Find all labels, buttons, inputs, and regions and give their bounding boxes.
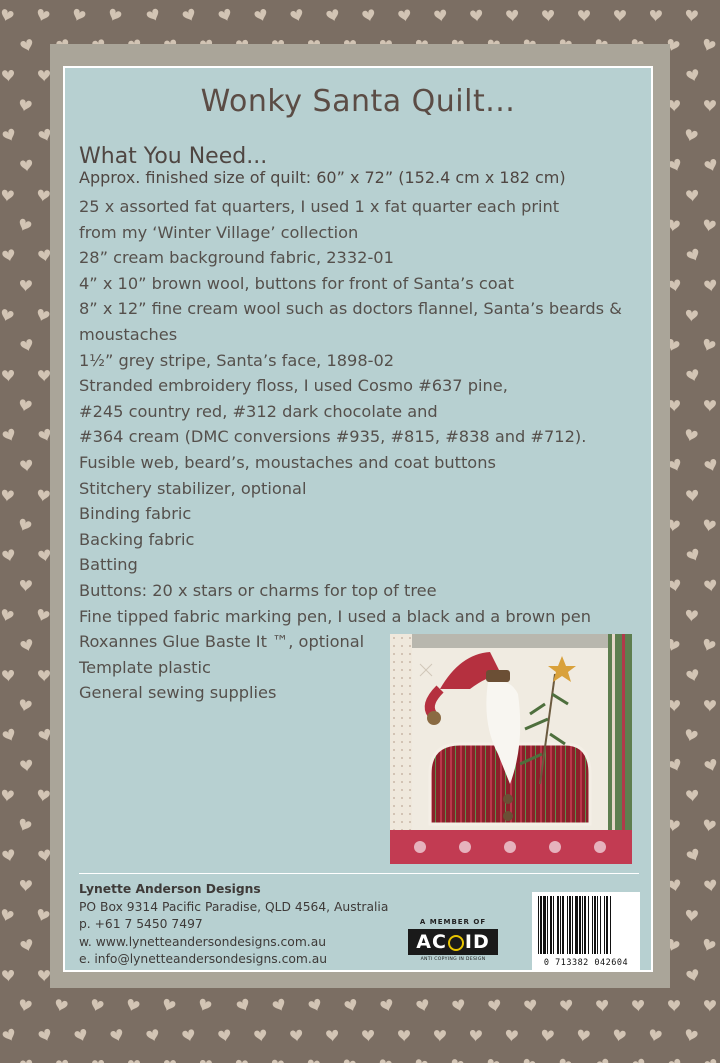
list-item: Stranded embroidery floss, I used Cosmo #637 pine, xyxy=(79,376,508,396)
acid-subtitle: ANTI COPYING IN DESIGN xyxy=(420,957,486,962)
acid-logo xyxy=(408,929,498,955)
list-item: Binding fabric xyxy=(79,504,192,524)
list-item: Roxannes Glue Baste It ™, optional xyxy=(79,632,365,652)
list-item: General sewing supplies xyxy=(79,683,277,703)
list-item: 8” x 12” fine cream wool such as doctors flannel, Santa’s beards & xyxy=(79,299,622,319)
list-item: Buttons: 20 x stars or charms for top of tree xyxy=(79,580,437,600)
santa-quilt-block-photo xyxy=(390,634,632,864)
materials-list xyxy=(79,194,644,706)
list-item: #245 country red, #312 dark chocolate and xyxy=(79,401,438,421)
list-item: 1½” grey stripe, Santa’s face, 1898-02 xyxy=(79,350,395,370)
approx-size-text: Approx. finished size of quilt: 60” x 72” (152.4 cm x 182 cm) xyxy=(79,168,566,187)
contact-block xyxy=(79,881,388,969)
divider xyxy=(79,873,639,874)
phone-number: p. +61 7 5450 7497 xyxy=(79,917,203,932)
list-item: 4” x 10” brown wool, buttons for front of Santa’s coat xyxy=(79,273,514,293)
what-you-need-heading: What You Need... xyxy=(79,144,268,169)
list-item: 28” cream background fabric, 2332-01 xyxy=(79,248,394,268)
acid-logo-right: ID xyxy=(464,931,490,953)
list-item: Fusible web, beard’s, moustaches and coat buttons xyxy=(79,452,496,472)
page-title: Wonky Santa Quilt... xyxy=(200,84,516,119)
content-panel xyxy=(63,66,653,972)
barcode xyxy=(532,892,640,970)
email-link[interactable]: e. info@lynetteandersondesigns.com.au xyxy=(79,952,328,967)
acid-logo-left: AC xyxy=(416,931,447,953)
list-item: Batting xyxy=(79,555,138,575)
company-name: Lynette Anderson Designs xyxy=(79,882,261,896)
list-item: 25 x assorted fat quarters, I used 1 x fat quarter each print xyxy=(79,197,560,216)
list-item: Backing fabric xyxy=(79,529,195,549)
website-link[interactable]: w. www.lynetteandersondesigns.com.au xyxy=(79,934,327,949)
list-item: Stitchery stabilizer, optional xyxy=(79,478,307,498)
list-item: #364 cream (DMC conversions #935, #815, #838 and #712). xyxy=(79,427,587,447)
list-item: Template plastic xyxy=(79,657,211,677)
acid-member-label: A MEMBER OF xyxy=(419,918,487,926)
barcode-digits: 0 713382 042604 xyxy=(543,958,629,968)
postal-address: PO Box 9314 Pacific Paradise, QLD 4564, Australia xyxy=(79,899,389,914)
list-item: moustaches xyxy=(79,324,178,344)
list-item: Fine tipped fabric marking pen, I used a black and a brown pen xyxy=(79,606,591,626)
list-item: from my ‘Winter Village’ collection xyxy=(79,222,359,242)
acid-circle-icon xyxy=(448,935,464,951)
